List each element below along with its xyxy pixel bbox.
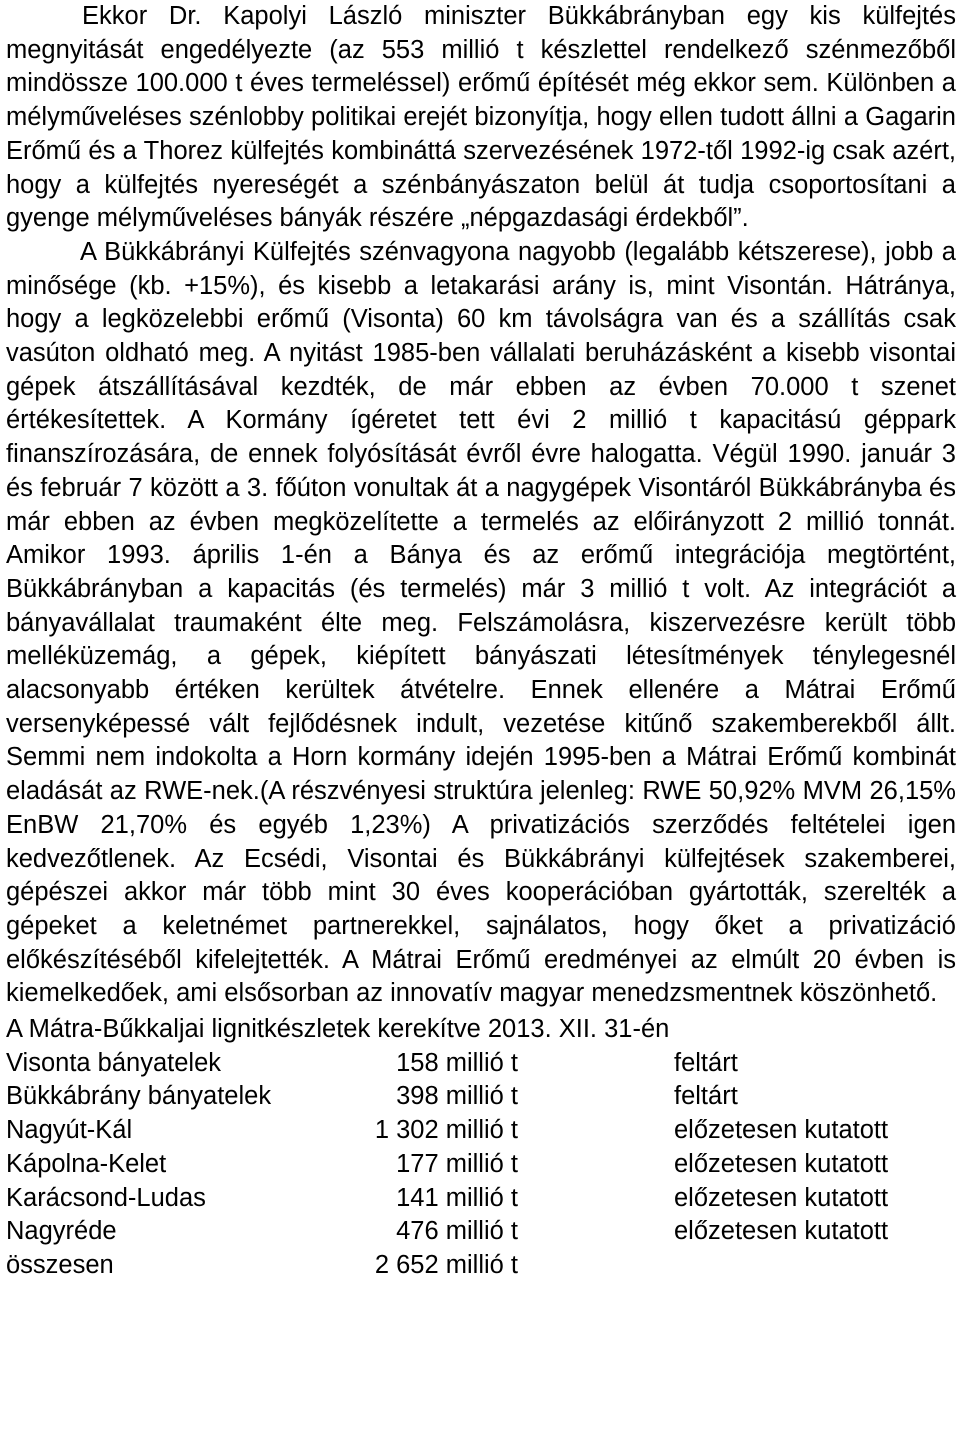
table-row <box>6 1182 956 1216</box>
reserve-name: Visonta bányatelek <box>6 1048 222 1077</box>
reserve-name: összesen <box>6 1250 114 1279</box>
reserve-amount: 2 652 millió t <box>374 1250 518 1279</box>
reserve-name: Karácsond-Ludas <box>6 1183 206 1212</box>
reserve-amount: 476 millió t <box>396 1217 518 1246</box>
table-caption: A Mátra-Bűkkaljai lignitkészletek kerekítve 2013. XII. 31-én <box>6 1015 670 1044</box>
lignite-reserves-table <box>6 1047 956 1283</box>
body-paragraph-1: Ekkor Dr. Kapolyi László miniszter Bükkábrányban egy kis külfejtés megnyitását engedélyezte (az 553 millió t készlettel rendelkező szénmezőből mindössze 100.000 t éves termeléssel) erőmű építését még ekkor sem. Különben a mélyműveléses szénlobby politikai erejét bizonyítja, hogy ellen tudott állni a Gagarin Erőmű és a Thorez külfejtés kombináttá szervezésének 1972-től 1992-ig csak azért, hogy a külfejtés nyereségét a szénbányászaton belül át tudja csoportosítani a gyenge mélyműveléses bányák részére „népgazdasági érdekből”. <box>6 2 956 233</box>
reserve-name: Bükkábrány bányatelek <box>6 1082 272 1111</box>
table-row <box>6 1148 956 1182</box>
reserve-amount: 141 millió t <box>396 1183 518 1212</box>
reserve-status: feltárt <box>674 1082 738 1111</box>
body-paragraph-2: A Bükkábrányi Külfejtés szénvagyona nagyobb (legalább kétszerese), jobb a minősége (kb. +15%), és kisebb a letakarási arány is, mint Visontán. Hátránya, hogy a legközelebbi erőmű (Visonta) 60 km távolságra van és a szállítás csak vasúton oldható meg. A nyitást 1985-ben vállalati beruházásként a kisebb visontai gépek átszállításával kezdték, de már ebben az évben 70.000 t szenet értékesítettek. A Kormány ígéretet tett évi 2 millió t kapacitású géppark finanszírozására, de ennek folyósítását évről évre halogatta. Végül 1990. január 3 és február 7 között a 3. főúton vonultak át a nagygépek Visontáról Bükkábrányba és már ebben az évben megközelítette a termelés az előirányzott 2 millió tonnát. Amikor 1993. április 1-én a Bánya és az erőmű integrációja megtörtént, Bükkábrányban a kapacitás (és termelés) már 3 millió t volt. Az integrációt a bányavállalat traumaként élte meg. Felszámolásra, kiszervezésre került több melléküzemág, a gépek, kiépített bányászati létesítmények ténylegesnél alacsonyabb értéken kerültek átvételre. Ennek ellenére a Mátrai Erőmű versenyképessé vált fejlődésnek indult, vezetése kitűnő szakemberekből állt. Semmi nem indokolta a Horn kormány idején 1995-ben a Mátrai Erőmű kombinát eladását az RWE-nek.(A részvényesi struktúra jelenleg: RWE 50,92% MVM 26,15% EnBW 21,70% és egyéb 1,23%) A privatizációs szerződés feltételei igen kedvezőtlenek. Az Ecsédi, Visontai és Bükkábrányi külfejtések szakemberei, gépészei akkor már több mint 30 éves kooperációban gyártották, szerelték a gépeket a keletnémet partnerekkel, sajnálatos, hogy őket a privatizáció előkészítéséből kifelejtették. A Mátrai Erőmű eredményei az elmúlt 20 évben is kiemelkedőek, ami elsősorban az innovatív magyar menedzsmentnek köszönhető. <box>6 237 956 1008</box>
table-row <box>6 1215 956 1249</box>
reserve-amount: 1 302 millió t <box>374 1116 518 1145</box>
table-row-total <box>6 1249 956 1283</box>
table-row <box>6 1114 956 1148</box>
reserve-name: Nagyréde <box>6 1217 117 1246</box>
document-page <box>6 0 956 1283</box>
reserve-status: előzetesen kutatott <box>674 1116 889 1145</box>
reserve-amount: 158 millió t <box>396 1048 518 1077</box>
reserve-status: feltárt <box>674 1048 738 1077</box>
reserve-name: Kápolna-Kelet <box>6 1149 167 1178</box>
table-row <box>6 1080 956 1114</box>
table-row <box>6 1047 956 1081</box>
reserve-status: előzetesen kutatott <box>674 1217 889 1246</box>
reserve-status: előzetesen kutatott <box>674 1149 889 1178</box>
reserve-amount: 177 millió t <box>396 1149 518 1178</box>
reserve-amount: 398 millió t <box>396 1082 518 1111</box>
reserve-name: Nagyút-Kál <box>6 1116 133 1145</box>
reserve-status: előzetesen kutatott <box>674 1183 889 1212</box>
